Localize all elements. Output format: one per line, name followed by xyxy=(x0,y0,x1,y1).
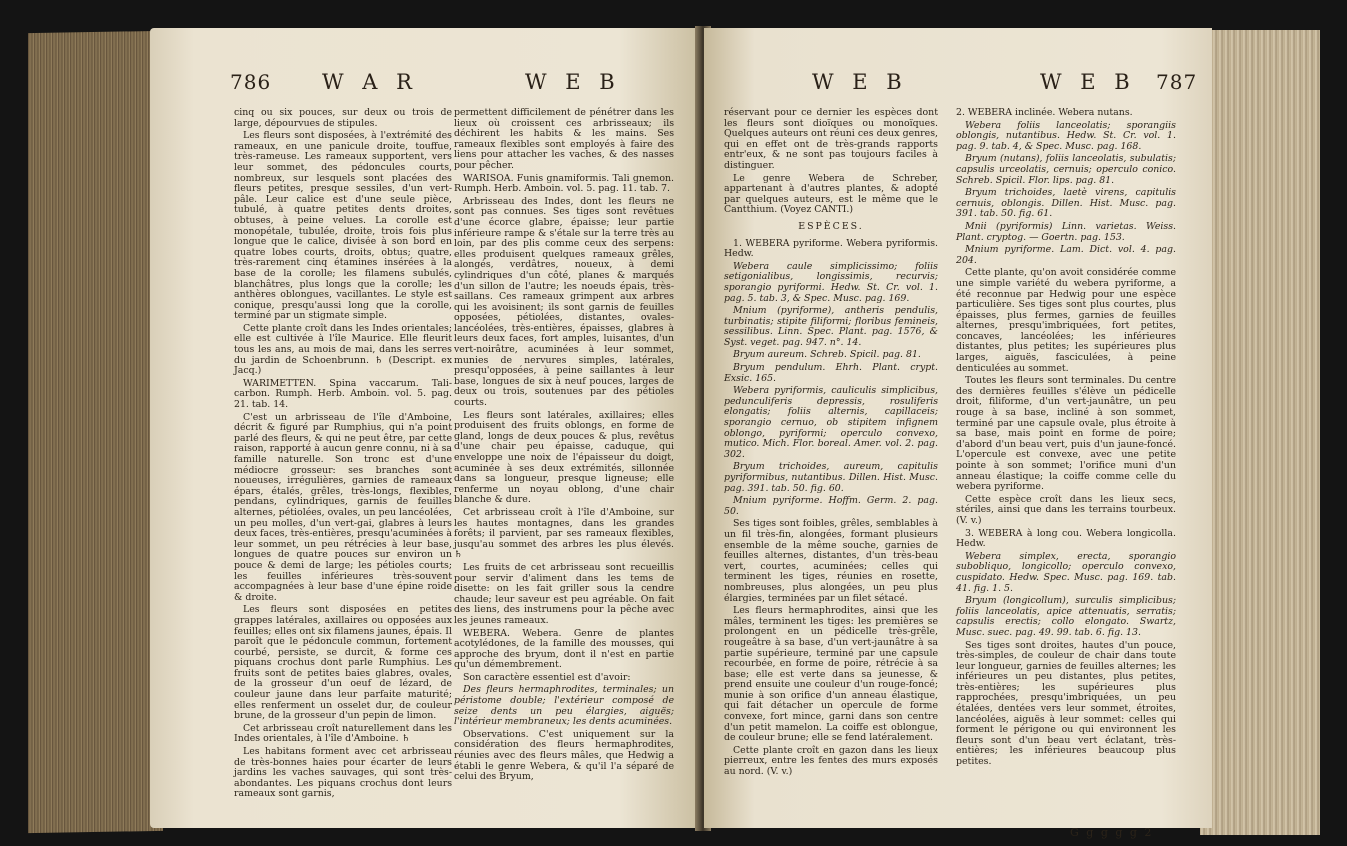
synonym: Webera foliis lanceolatis; sporangiis oblongis, nutantibus. Hedw. St. Cr. vol. 1. pag. 9. tab. 4, & Spec. Musc. pag. 168. xyxy=(956,119,1176,152)
species-heading: 1. WEBERA pyriforme. Webera pyriformis. Hedw. xyxy=(724,237,938,260)
paragraph: Les habitans forment avec cet arbrisseau de très-bonnes haies pour écarter de leurs jardins les vaches sauvages, qui sont très-abondantes. Les piquans crochus dont leurs rameaux sont garnis, xyxy=(234,746,452,800)
paragraph: Toutes les fleurs sont terminales. Du centre des dernières feuilles s'élève un pédicelle droit, filiforme, d'un vert-jaunâtre, un peu rouge à sa base, incliné à son sommet, terminé par une capsule ovale, plus étroite à sa base, mais point en forme de poire; d'abord d'un beau vert, puis d'un jaune-foncé. L'opercule est convexe, avec une petite pointe à son sommet; l'orifice muni d'un anneau élastique; la coiffe comme celle du webera pyriforme. xyxy=(956,375,1176,493)
left-column-1 xyxy=(234,108,452,840)
paragraph: Son caractère essentiel est d'avoir: xyxy=(463,671,631,683)
section-heading: ESPÈCES. xyxy=(798,220,864,232)
paragraph: réservant pour ce dernier les espèces dont les fleurs sont dioïques ou monoïques. Quelques auteurs ont réuni ces deux genres, qui en effet ont de très-grands rapports entr'eux, & ne sont pas toujours faciles à distinguer. xyxy=(724,107,938,171)
right-page-stack xyxy=(1200,30,1320,835)
synonym: Bryum trichoides, laetè virens, capitulis cernuis, oblongis. Dillen. Hist. Musc. pag. 391. tab. 50. fig. 61. xyxy=(956,187,1176,220)
entry-heading: WARIMETTEN. Spina vaccarum. Tali-carbon. Rumph. Herb. Amboin. vol. 5. pag. 21. tab. 14. xyxy=(234,377,452,411)
paragraph: Les fleurs sont disposées, à l'extrémité des rameaux, en une panicule droite, touffue, très-rameuse. Les rameaux supportent, vers leur sommet, des pédoncules courts, nombreux, sur lesquels sont placées des fleurs petites, presque sessiles, d'un vert-pâle. Leur calice est d'une seule pièce, tubulé, à quatre petites dents droites, obtuses, à peine velues. La corolle est monopétale, tubulée, droite, trois fois plus longue que le calice, divisée à son bord en quatre lobes courts, droits, obtus; quatre, très-rarement cinq étamines insérées à la base de la corolle; les filamens subulés, blanchâtres, plus longs que la corolle; les anthères oblongues, vacillantes. Le style est conique, presqu'aussi long que la corolle, terminé par un stigmate simple. xyxy=(234,130,452,322)
paragraph: Les fleurs sont disposées en petites grappes latérales, axillaires ou opposées aux feuilles; elles ont six filamens jaunes, épais. Il paroît que le pédoncule commun, fortement courbé, persiste, se durcit, & forme ces piquans crochus dont parle Rumphius. Les fruits sont de petites baies glabres, ovales, de la grosseur d'un oeuf de lézard, de couleur jaune dans leur parfaite maturité; elles renferment un osselet dur, de couleur brune, de la grosseur d'un pepin de limon. xyxy=(234,604,452,722)
species-heading: 3. WEBERA à long cou. Webera longicolla. Hedw. xyxy=(956,527,1176,550)
paragraph: Cette plante croît dans les Indes orientales; elle est cultivée à l'île Maurice. Elle fleurit tous les ans, au mois de mai, dans les serres du jardin de Schoenbrunn. ♄ (Descript. ex Jacq.) xyxy=(234,322,452,377)
paragraph: Cette plante croît en gazon dans les lieux pierreux, entre les fentes des murs exposés au nord. (V. v.) xyxy=(724,744,938,778)
paragraph: Le genre Webera de Schreber, appartenant à d'autres plantes, & adopté par quelques auteurs, est le même que le Cantthium. (Voyez CANTI.) xyxy=(724,172,938,216)
synonym: Mnium (pyriforme), antheris pendulis, turbinatis; stipite filiformi; floribus femineis, sessilibus. Linn. Spec. Plant. pag. 1576, & Syst. veget. pag. 947. n°. 14. xyxy=(724,305,938,348)
synonym: Webera pyriformis, cauliculis simplicibus, pedunculiferis depressis, rosuliferis elongatis; foliis alternis, capillaceis; sporangio cernuo, ob stipitem infignem oblongo, pyriformi; operculo convexo, mutico. Mich. Flor. boreal. Amer. vol. 2. pag. 302. xyxy=(724,385,938,460)
paragraph: Cette plante, qu'on avoit considérée comme une simple variété du webera pyriforme, a été reconnue par Hedwig pour une espèce particulière. Ses tiges sont plus courtes, plus épaisses, plus fermes, garnies de feuilles alternes, presqu'imbriquées, fort petites, concaves, lancéolées; les inférieures distantes, plus petites; les supérieures plus larges, aiguës, fasciculées, à peine denticulées au sommet. xyxy=(956,267,1176,374)
left-running-head-left: W A R xyxy=(322,70,418,94)
paragraph: Observations. C'est uniquement sur la considération des fleurs hermaphrodites, réunies avec des fleurs mâles, que Hedwig a établi le genre Webera, & qu'il l'a séparé de celui des Bryum, xyxy=(454,728,674,783)
synonym: Mnii (pyriformis) Linn. varietas. Weiss. Plant. cryptog. — Goertn. pag. 153. xyxy=(956,220,1176,243)
left-page-number: 786 xyxy=(230,70,272,94)
right-page xyxy=(704,28,1212,839)
synonym: Webera caule simplicissimo; foliis setigonialibus, longissimis, recurvis; sporangio pyriformi. Hedw. St. Cr. vol. 1. pag. 5. tab. 3, & Spec. Musc. pag. 169. xyxy=(724,260,938,304)
right-column-1 xyxy=(724,108,938,840)
synonym: Bryum (longicollum), surculis simplicibus; foliis lanceolatis, apice attenuatis, serratis; capsulis erectis; collo elongato. Swartz, Musc. suec. pag. 49. 99. tab. 6. fig. 13. xyxy=(956,595,1176,638)
synonym: Mnium pyriforme. Lam. Dict. vol. 4. pag. 204. xyxy=(956,244,1176,266)
right-running-head-right: W E B xyxy=(1040,70,1136,94)
species-heading: 2. WEBERA inclinée. Webera nutans. xyxy=(956,107,1133,118)
paragraph: Cet arbrisseau croît à l'île d'Amboine, sur les hautes montagnes, dans les grandes forêts; il parvient, par ses rameaux flexibles, jusqu'au sommet des arbres les plus élevés. ♄ xyxy=(454,506,674,561)
synonym: Bryum trichoides, aureum, capitulis pyriformibus, nutantibus. Dillen. Hist. Musc. pag. 391. tab. 50. fig. 60. xyxy=(724,461,938,494)
synonym: Mnium pyriforme. Hoffm. Germ. 2. pag. 50. xyxy=(724,495,938,517)
entry-heading: WARISOA. Funis gnamiformis. Tali gnemon. Rumph. Herb. Amboin. vol. 5. pag. 11. tab. 7. xyxy=(454,172,674,195)
left-running-head-right: W E B xyxy=(525,70,621,94)
synonym: Bryum (nutans), foliis lanceolatis, subulatis; capsulis urceolatis, cernuis; operculo conico. Schreb. Spicil. Flor. lips. pag. 81. xyxy=(956,153,1176,186)
left-column-2 xyxy=(454,108,674,840)
paragraph: Cet arbrisseau croît naturellement dans les Indes orientales, à l'île d'Amboine. ♄ xyxy=(234,722,452,745)
left-page xyxy=(150,28,702,828)
right-page-number: 787 xyxy=(1156,70,1198,94)
paragraph: Les fruits de cet arbrisseau sont recueillis pour servir d'aliment dans les tems de disette: on les fait griller sous la cendre chaude; leur saveur est peu agréable. On fait des liens, des instrumens pour la pêche avec les jeunes rameaux. xyxy=(454,561,674,626)
paragraph: Des fleurs hermaphrodites, terminales; un péristome double; l'extérieur composé de seize dents un peu élargies, aiguës; l'intérieur membraneux; les dents acuminées. xyxy=(454,684,674,728)
paragraph: Arbrisseau des Indes, dont les fleurs ne sont pas connues. Ses tiges sont revêtues d'une écorce glabre, épaisse; leur partie inférieure rampe & s'étale sur la terre très au loin, par des plis comme ceux des serpens: elles produisent quelques rameaux grêles, alongés, verdâtres, noueux, à demi cylindriques d'un côté, planes & marqués d'un sillon de l'autre; les noeuds épais, très-saillans. Ces rameaux grimpent aux arbres qui les avoisinent; ils sont garnis de feuilles opposées, pétiolées, distantes, ovales-lancéolées, très-entières, épaisses, glabres à leurs deux faces, fort amples, luisantes, d'un vert-noirâtre, acuminées à leur sommet, munies de nervures simples, latérales, presqu'opposées, à peine saillantes à leur base, longues de six à neuf pouces, larges de deux ou trois, soutenues par des pétioles courts. xyxy=(454,195,674,409)
paragraph: Les fleurs hermaphrodites, ainsi que les mâles, terminent les tiges: les premières se prolongent en un pédicelle très-grêle, rougeâtre à sa base, d'un vert-jaunâtre à sa partie supérieure, terminé par une capsule recourbée, en forme de poire, rétrécie à sa base; elle est verte dans sa jeunesse, & prend ensuite une couleur d'un rouge-foncé; munie à son orifice d'un anneau élastique, qui fait détacher un opercule de forme convexe, fort mince, garni dans son centre d'un petit mamelon. La coiffe est oblongue, de couleur brune; elle se fend latéralement. xyxy=(724,605,938,744)
synonym: Webera simplex, erecta, sporangio subobliquo, longicollo; operculo convexo, cuspidato. Hedw. Spec. Musc. pag. 169. tab. 41. fig. 1. 5. xyxy=(956,550,1176,594)
right-running-head-left: W E B xyxy=(812,70,908,94)
paragraph: permettent difficilement de pénétrer dans les lieux où croissent ces arbrisseaux; ils déchirent les habits & les mains. Ses rameaux flexibles sont employés à faire des liens pour attacher les vaches, & des nasses pour pêcher. xyxy=(454,107,674,171)
entry-heading: WEBERA. Webera. Genre de plantes acotylédones, de la famille des mousses, qui approche des bryum, dont il n'est en partie qu'un démembrement. xyxy=(454,627,674,671)
paragraph: Cette espèce croît dans les lieux secs, stériles, ainsi que dans les terrains tourbeux. (V. v.) xyxy=(956,493,1176,526)
paragraph: cinq ou six pouces, sur deux ou trois de large, dépourvues de stipules. xyxy=(234,107,452,129)
right-column-2 xyxy=(956,108,1176,840)
paragraph: C'est un arbrisseau de l'île d'Amboine, décrit & figuré par Rumphius, qui n'a point parlé des fleurs, & qui ne peut être, par cette raison, rapporté à aucun genre connu, ni à sa famille naturelle. Son tronc est d'une médiocre grosseur: ses branches sont noueuses, irrégulières, garnies de rameaux épars, étalés, grêles, très-longs, flexibles, pendans, cylindriques, garnis de feuilles alternes, pétiolées, ovales, un peu lancéolées, un peu molles, d'un vert-gai, glabres à leurs deux faces, très-entières, presqu'acuminées à leur sommet, un peu rétrécies à leur base, longues de quatre pouces sur environ un pouce & demi de large; les pétioles courts; les feuilles inférieures très-souvent accompagnées à leur base d'une épine roide & droite. xyxy=(234,411,452,603)
synonym: Bryum aureum. Schreb. Spicil. pag. 81. xyxy=(733,349,921,361)
signature-mark: G g g g g 2 xyxy=(1070,826,1154,839)
paragraph: Les fleurs sont latérales, axillaires; elles produisent des fruits oblongs, en forme de gland, longs de deux pouces & plus, revêtus d'une chair peu épaisse, caduque, qui enveloppe une noix de l'épaisseur du doigt, acuminée à ses deux extrémités, sillonnée dans sa longueur, presque ligneuse; elle renferme un noyau oblong, d'une chair blanche & dure. xyxy=(454,409,674,506)
paragraph: Ses tiges sont droites, hautes d'un pouce, très-simples, de couleur de chair dans toute leur longueur, garnies de feuilles alternes; les inférieures un peu distantes, plus petites, très-entières; les supérieures plus rapprochées, presqu'imbriquées, un peu étalées, dentées vers leur sommet, étroites, lancéolées, aiguës à leur sommet: celles qui forment le périgone ou qui environnent les fleurs sont d'un beau vert éclatant, très-entières; les inférieures beaucoup plus petites. xyxy=(956,639,1176,768)
synonym: Bryum pendulum. Ehrh. Plant. crypt. Exsic. 165. xyxy=(724,362,938,384)
paragraph: Ses tiges sont foibles, grêles, semblables à un fil très-fin, alongées, formant plusieurs ensemble de la même souche, garnies de feuilles alternes, distantes, d'un très-beau vert, courtes, acuminées; celles qui terminent les tiges, réunies en rosette, nombreuses, plus alongées, un peu plus élargies, terminées par un filet sétacé. xyxy=(724,518,938,604)
left-page-stack xyxy=(28,31,163,833)
